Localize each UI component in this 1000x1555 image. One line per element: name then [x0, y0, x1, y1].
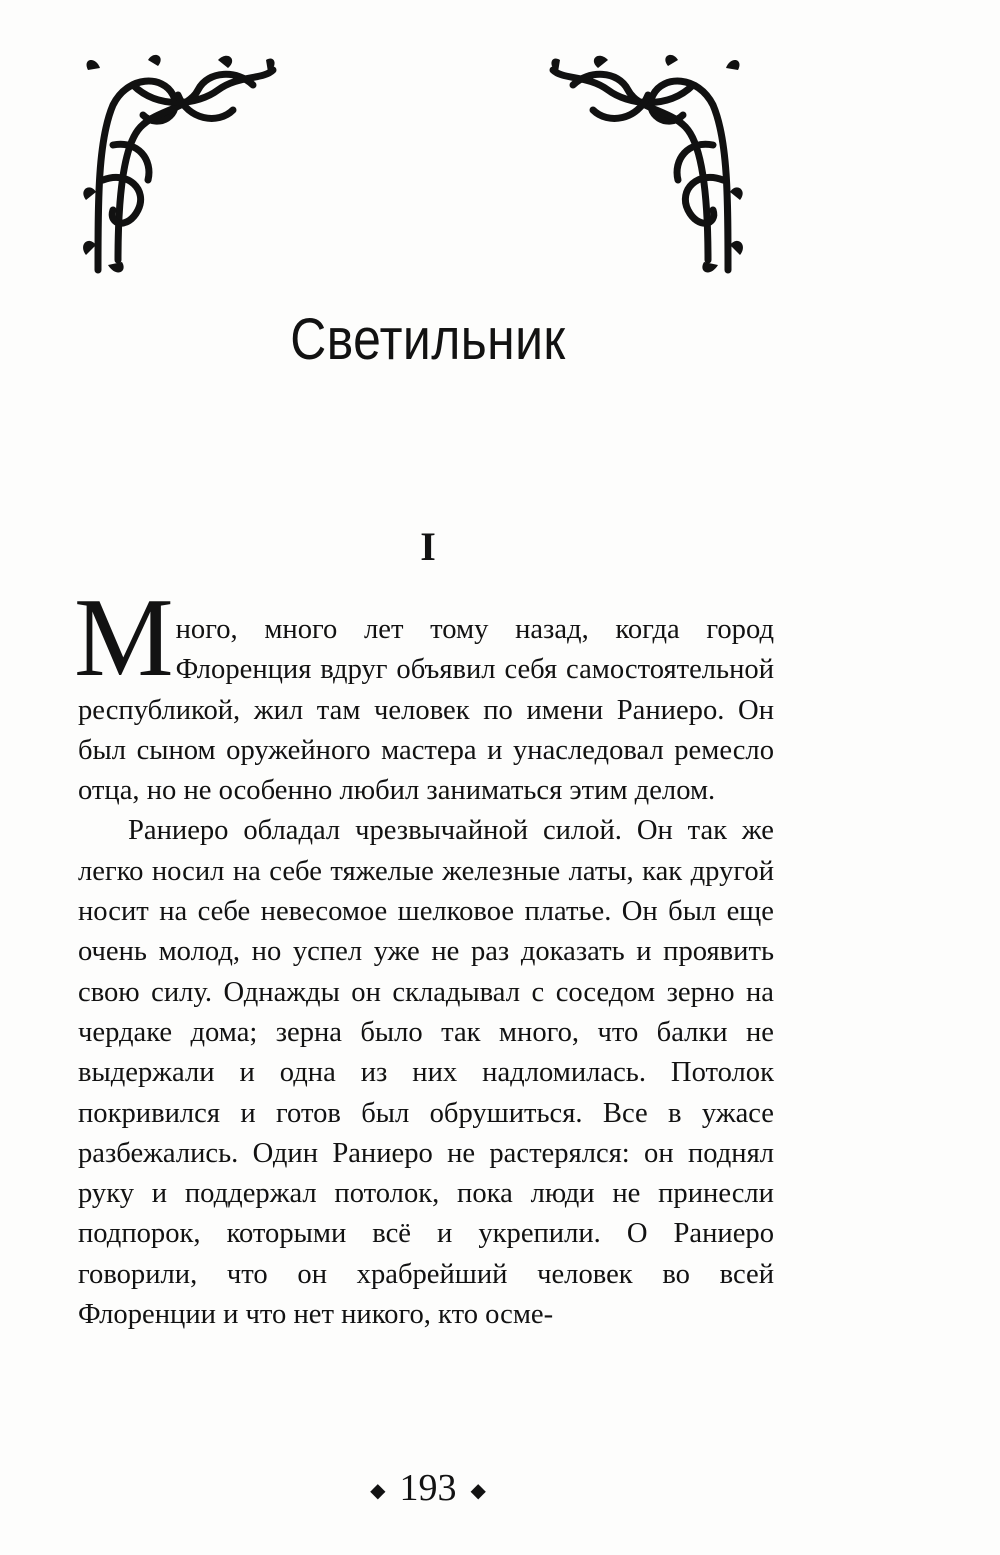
paragraph-1: [74, 576, 774, 811]
footer-bullet-right-icon: ◆: [470, 1480, 486, 1503]
drop-cap: М: [74, 576, 174, 700]
footer-bullet-left-icon: ◆: [370, 1480, 386, 1503]
chapter-number: I: [420, 524, 436, 569]
story-title: Светильник: [290, 307, 566, 372]
corner-ornament-right: [548, 50, 748, 280]
page-footer: [78, 1460, 778, 1519]
story-body: [74, 576, 774, 1335]
paragraph-2: Раниеро обладал чрезвычайной силой. Он так же легко носил на себе тяжелые железные латы, как другой носит на себе невесомое шелковое платье. Он был еще очень молод, но успел уже не раз доказать и проявить свою силу. Однажды он складывал с соседом зерно на чердаке дома; зерна было так много, что балки не выдержали и одна из них надломилась. Потолок покривился и готов был обрушиться. Все в ужасе разбежались. Один Раниеро не растерялся: он поднял руку и поддержал потолок, пока люди не принесли подпорок, которыми всё и укрепили. О Раниеро говорили, что он храбрейший человек во всей Флоренции и что нет никого, кто осме-: [78, 815, 774, 1331]
paragraph-1-text: ного, много лет тому назад, когда город Флоренция вдруг объявил себя самостоятельной республикой, жил там человек по имени Раниеро. Он был сыном оружейного мастера и унаследовал ремесло отца, но не особенно любил заниматься этим делом.: [78, 614, 774, 807]
corner-ornament-left: [78, 50, 278, 280]
page-number: 193: [399, 1467, 457, 1509]
